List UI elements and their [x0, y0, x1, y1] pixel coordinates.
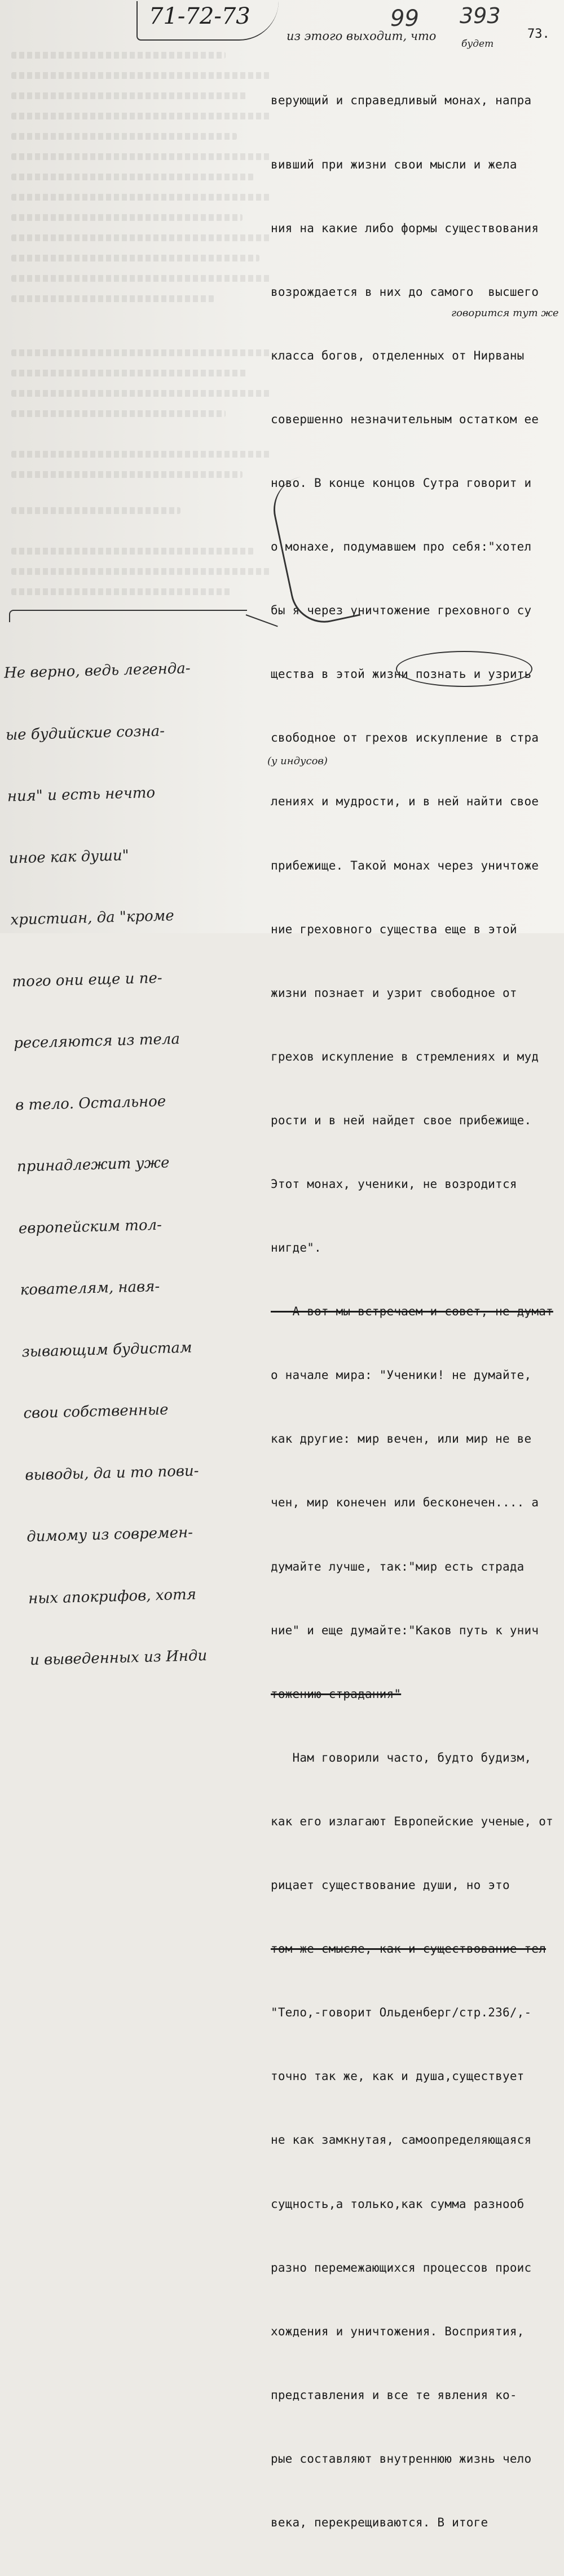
margin-note-line: иное как души" [8, 846, 129, 867]
typed-line: свободное от грехов искупление в стра [271, 731, 539, 745]
handwritten-insert-above: будет [461, 38, 494, 50]
typed-line: вивший при жизни свои мысли и жела [271, 157, 517, 171]
margin-note-line: и выведенных из Инди [29, 1647, 208, 1669]
margin-note-line: свои собственные [23, 1401, 169, 1422]
typed-line: рости и в ней найдет свое прибежище. [271, 1113, 532, 1127]
typed-line: возрождается в них до самого высшего [271, 285, 539, 299]
typed-line: верующий и справедливый монах, напра [271, 94, 532, 108]
margin-note-line: ния" и есть нечто [7, 784, 156, 805]
margin-note-line: принадлежит уже [16, 1154, 170, 1176]
typed-line: сущность,а только,как сумма разнооб [271, 2197, 525, 2211]
margin-note-line: выводы, да и то пови- [25, 1462, 199, 1484]
typed-line: о монахе, подумавшем про себя:"хотел [271, 540, 532, 554]
typed-line: "Тело,-говорит Ольденберг/стр.236/,- [271, 2006, 532, 2020]
typed-line: класса богов, отделенных от Нирваны [271, 348, 525, 362]
top-mark-text: 71-72-73 [149, 3, 250, 29]
typed-line: века, перекрещиваются. В итоге [271, 2515, 488, 2529]
typed-line: думайте лучше, так:"мир есть страда [271, 1559, 525, 1573]
typed-line: ние греховного существа еще в этой [271, 922, 517, 936]
typed-line: Нам говорили часто, будто будизм, [271, 1750, 532, 1764]
typed-line: как его излагают Европейские ученые, от [271, 1814, 553, 1828]
typed-line: разно перемежающихся процессов проис [271, 2260, 532, 2274]
handwritten-insert-line-13: говорится тут же [451, 307, 559, 319]
typed-line-struck: А вот мы встречаем и совет, не думат [271, 1305, 553, 1319]
typed-line: лениях и мудрости, и в ней найти свое [271, 795, 539, 809]
typed-line: нигде". [271, 1241, 321, 1255]
page-number: 73. [527, 27, 550, 41]
handwritten-margin-note [3, 616, 265, 1712]
margin-note-line: ных апокрифов, хотя [28, 1585, 197, 1607]
typed-line: как другие: мир вечен, или мир не ве [271, 1432, 532, 1446]
margin-note-line: в тело. Остальное [15, 1092, 166, 1114]
typed-line: бы я через уничтожение греховного су [271, 604, 532, 618]
typed-line: рицает существование души, но это [271, 1878, 510, 1892]
typed-text-column [271, 48, 553, 2576]
margin-note-line: Не верно, ведь легенда- [3, 660, 191, 682]
typed-line-struck: том же смысле, как и существование тел [271, 1942, 547, 1956]
handwritten-insert-top: из этого выходит, что [287, 29, 437, 43]
handwritten-insert-line-32: (у индусов) [267, 755, 328, 767]
typed-line: ния на какие либо формы существования [271, 221, 539, 235]
margin-note-line: того они еще и пе- [12, 969, 162, 991]
typed-line: чен, мир конечен или бесконечен.... а [271, 1496, 539, 1510]
margin-note-line: зывающим будистам [21, 1338, 192, 1360]
typed-line: грехов искупление в стремлениях и муд [271, 1049, 539, 1063]
archive-number-secondary: 393 [460, 3, 501, 28]
margin-note-line: кователям, навя- [20, 1278, 160, 1299]
margin-note-line: европейским тол- [18, 1216, 162, 1237]
typed-line: хождения и уничтожения. Восприятия, [271, 2324, 525, 2338]
typed-line: не как замкнутая, самоопределяющаяся [271, 2133, 532, 2147]
typed-line: жизни познает и узрит свободное от [271, 986, 517, 1000]
typed-line: представления и все те явления ко- [271, 2388, 517, 2402]
handwritten-circle-mark [396, 651, 532, 687]
margin-note-line: димому из современ- [26, 1524, 193, 1546]
top-page-range-mark [136, 1, 279, 41]
typed-line: совершенно незначительным остатком ее [271, 412, 539, 426]
typed-line-struck: тожению страдания" [271, 1687, 402, 1701]
typed-line: рые составляют внутреннюю жизнь чело [271, 2451, 532, 2466]
typed-line: прибежище. Такой монах через уничтоже [271, 858, 539, 872]
typed-line: точно так же, как и душа,существует [271, 2069, 525, 2083]
typed-line: о начале мира: "Ученики! не думайте, [271, 1368, 532, 1382]
margin-note-line: реселяются из тела [13, 1030, 180, 1052]
typed-line: Этот монах, ученики, не возродится [271, 1177, 517, 1191]
margin-note-line: христиан, да "кроме [10, 907, 175, 929]
typed-line: щества в этой жизни познать и узрить [271, 667, 532, 681]
margin-note-line: ые будийские созна- [5, 722, 165, 744]
typed-line: ние" и еще думайте:"Каков путь к унич [271, 1623, 539, 1637]
typed-line: ново. В конце концов Сутра говорит и [271, 476, 532, 490]
archive-number: 99 [390, 6, 419, 32]
